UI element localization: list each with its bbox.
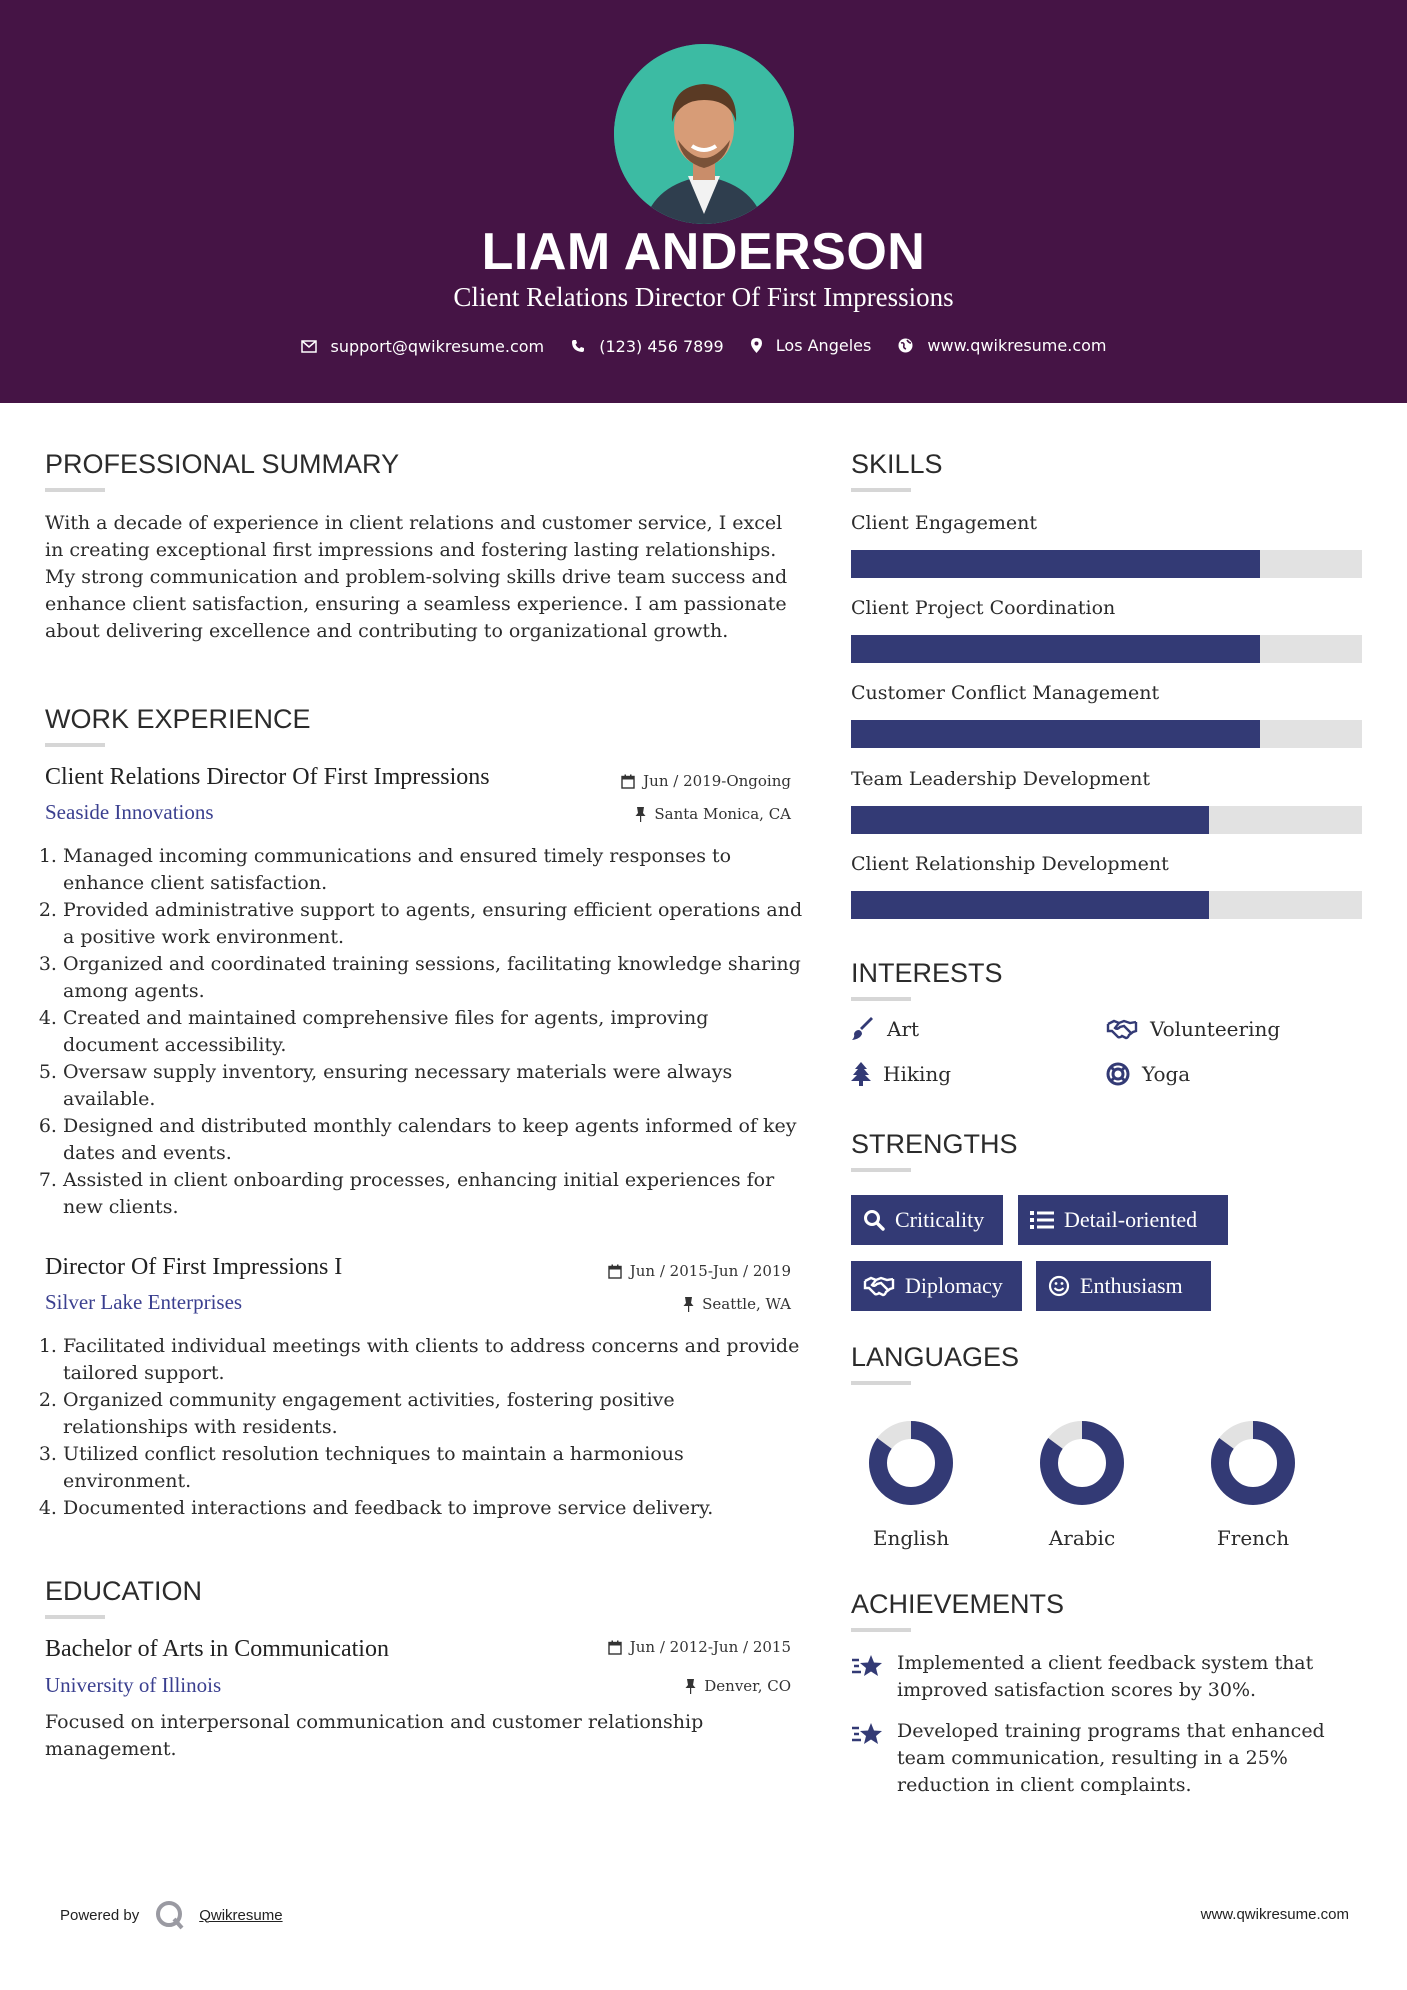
skill-bar xyxy=(851,720,1362,748)
profile-photo xyxy=(614,44,794,224)
qwikresume-logo-icon xyxy=(155,1900,185,1930)
contact-website[interactable] xyxy=(898,336,1106,355)
skill-label: Client Relationship Development xyxy=(851,853,1169,875)
tree-icon xyxy=(851,1062,871,1086)
contact-location xyxy=(751,336,872,355)
language-french xyxy=(1193,1418,1313,1550)
languages-heading: LANGUAGES xyxy=(851,1342,1020,1372)
education-dates-text: Jun / 2012-Jun / 2015 xyxy=(629,1638,791,1656)
summary-text: With a decade of experience in client relations and customer service, I excel in creating exceptional first impressions and fostering lasting relationships. My strong communication and problem-solving skills drive team success and enhance client satisfaction, ensuring a seamless experience. I am passionate about delivering excellence and contributing to organizational growth. xyxy=(45,512,788,642)
interest-yoga xyxy=(1106,1062,1190,1086)
powered-by-text: Powered by xyxy=(60,1906,140,1924)
achievement-item xyxy=(851,1718,1371,1799)
language-donut xyxy=(1208,1418,1298,1508)
interest-label: Volunteering xyxy=(1150,1017,1281,1041)
list-item: 1. Managed incoming communications and ensured timely responses to enhance client satisfaction. xyxy=(63,843,803,897)
list-item: 1. Facilitated individual meetings with clients to address concerns and provide tailored support. xyxy=(63,1333,803,1387)
footer-url[interactable]: www.qwikresume.com xyxy=(1200,1906,1349,1923)
contact-phone[interactable] xyxy=(571,337,723,356)
education-heading: EDUCATION xyxy=(45,1576,203,1606)
search-icon xyxy=(863,1209,885,1231)
brand-link[interactable]: Qwikresume xyxy=(199,1906,283,1924)
phone-icon xyxy=(571,339,585,353)
language-label: French xyxy=(1216,1526,1290,1550)
job-location xyxy=(683,1295,791,1313)
language-donut xyxy=(866,1418,956,1508)
strengths-divider xyxy=(851,1168,911,1172)
degree-title: Bachelor of Arts in Communication xyxy=(45,1636,389,1662)
achievement-item xyxy=(851,1650,1371,1704)
skill-bar xyxy=(851,806,1362,834)
achievements-divider xyxy=(851,1628,911,1632)
smile-icon xyxy=(1048,1275,1070,1297)
contact-email[interactable] xyxy=(301,337,545,356)
job-title: Director Of First Impressions I xyxy=(45,1254,343,1280)
language-label: Arabic xyxy=(1048,1526,1116,1550)
interest-label: Hiking xyxy=(883,1062,952,1086)
list-item: 4. Documented interactions and feedback to improve service delivery. xyxy=(63,1495,803,1522)
strength-badge xyxy=(851,1195,1003,1245)
job-company: Seaside Innovations xyxy=(45,800,214,824)
education-divider xyxy=(45,1615,105,1619)
skills-divider xyxy=(851,488,911,492)
achievement-text: Implemented a client feedback system that improved satisfaction scores by 30%. xyxy=(897,1652,1314,1701)
contact-location-text: Los Angeles xyxy=(775,336,872,355)
language-english xyxy=(851,1418,971,1550)
strength-badge xyxy=(851,1261,1022,1311)
language-arabic xyxy=(1022,1418,1142,1550)
job-title: Client Relations Director Of First Impressions xyxy=(45,764,490,790)
job-location xyxy=(635,805,791,823)
skill-label: Team Leadership Development xyxy=(851,768,1151,790)
calendar-icon xyxy=(608,1264,622,1279)
list-item: 5. Oversaw supply inventory, ensuring necessary materials were always available. xyxy=(63,1059,803,1113)
skill-bar-fill xyxy=(851,891,1209,919)
job-responsibilities xyxy=(45,843,803,1221)
education-location-text: Denver, CO xyxy=(704,1677,791,1695)
list-item: 4. Created and maintained comprehensive files for agents, improving document accessibility. xyxy=(63,1005,803,1059)
skill-label: Customer Conflict Management xyxy=(851,682,1160,704)
handshake-icon xyxy=(1106,1018,1138,1040)
achievements-heading: ACHIEVEMENTS xyxy=(851,1589,1065,1619)
job-dates-text: Jun / 2019-Ongoing xyxy=(643,772,791,790)
list-item: 2. Provided administrative support to agents, ensuring efficient operations and a positive work environment. xyxy=(63,897,803,951)
education-dates xyxy=(608,1638,791,1656)
languages-divider xyxy=(851,1381,911,1385)
interests-heading: INTERESTS xyxy=(851,958,1003,988)
interest-art xyxy=(851,1017,919,1041)
globe-icon xyxy=(898,338,913,353)
contact-email-text: support@qwikresume.com xyxy=(330,337,545,356)
language-donut xyxy=(1037,1418,1127,1508)
contact-website-text: www.qwikresume.com xyxy=(927,336,1107,355)
skill-label: Client Project Coordination xyxy=(851,597,1116,619)
contact-phone-text: (123) 456 7899 xyxy=(599,336,724,356)
candidate-title: Client Relations Director Of First Impressions xyxy=(453,282,954,312)
pushpin-icon xyxy=(635,807,646,822)
list-item: 7. Assisted in client onboarding processes, enhancing initial experiences for new clients. xyxy=(63,1167,803,1221)
experience-divider xyxy=(45,743,105,747)
calendar-icon xyxy=(608,1640,622,1655)
footer-branding xyxy=(60,1900,283,1930)
strength-label: Detail-oriented xyxy=(1064,1207,1198,1232)
education-description: Focused on interpersonal communication and customer relationship management. xyxy=(45,1711,704,1760)
skills-heading: SKILLS xyxy=(851,449,943,479)
job-responsibilities xyxy=(45,1333,803,1522)
interests-divider xyxy=(851,997,911,1001)
job-location-text: Santa Monica, CA xyxy=(654,805,791,823)
star-icon xyxy=(851,1722,885,1746)
interest-volunteering xyxy=(1106,1017,1280,1041)
strength-badge xyxy=(1036,1261,1211,1311)
education-location xyxy=(685,1677,791,1695)
handshake-icon xyxy=(863,1275,895,1297)
skill-bar-fill xyxy=(851,635,1260,663)
job-dates xyxy=(621,772,791,790)
lifering-icon xyxy=(1106,1062,1130,1086)
skill-bar xyxy=(851,635,1362,663)
summary-heading: PROFESSIONAL SUMMARY xyxy=(45,449,400,479)
pushpin-icon xyxy=(683,1297,694,1312)
location-pin-icon xyxy=(751,338,762,353)
skill-bar xyxy=(851,891,1362,919)
paintbrush-icon xyxy=(851,1017,875,1041)
interest-hiking xyxy=(851,1062,951,1086)
achievement-text: Developed training programs that enhanced team communication, resulting in a 25% reduction in client complaints. xyxy=(897,1720,1325,1796)
strengths-heading: STRENGTHS xyxy=(851,1129,1018,1159)
list-item: 3. Utilized conflict resolution techniques to maintain a harmonious environment. xyxy=(63,1441,803,1495)
resume-header xyxy=(0,0,1407,403)
list-item: 2. Organized community engagement activities, fostering positive relationships with residents. xyxy=(63,1387,803,1441)
skill-label: Client Engagement xyxy=(851,512,1037,534)
star-icon xyxy=(851,1654,885,1678)
language-label: English xyxy=(872,1526,950,1550)
candidate-name: LIAM ANDERSON xyxy=(481,223,926,281)
list-item: 3. Organized and coordinated training sessions, facilitating knowledge sharing among agents. xyxy=(63,951,803,1005)
summary-divider xyxy=(45,488,105,492)
skill-bar-fill xyxy=(851,550,1260,578)
strength-label: Diplomacy xyxy=(905,1273,1003,1298)
skill-bar-fill xyxy=(851,720,1260,748)
skill-bar-fill xyxy=(851,806,1209,834)
job-dates-text: Jun / 2015-Jun / 2019 xyxy=(629,1262,791,1280)
job-company: Silver Lake Enterprises xyxy=(45,1290,243,1314)
experience-heading: WORK EXPERIENCE xyxy=(45,704,311,734)
interest-label: Yoga xyxy=(1142,1062,1191,1086)
job-location-text: Seattle, WA xyxy=(702,1295,791,1313)
contact-bar xyxy=(0,336,1407,357)
school-name: University of Illinois xyxy=(45,1673,222,1697)
strength-label: Enthusiasm xyxy=(1080,1273,1183,1298)
job-dates xyxy=(608,1262,791,1280)
envelope-icon xyxy=(301,340,317,353)
strength-badge xyxy=(1018,1195,1228,1245)
list-item: 6. Designed and distributed monthly calendars to keep agents informed of key dates and events. xyxy=(63,1113,803,1167)
pushpin-icon xyxy=(685,1679,696,1694)
interest-label: Art xyxy=(887,1017,920,1041)
skill-bar xyxy=(851,550,1362,578)
list-icon xyxy=(1030,1210,1054,1230)
calendar-icon xyxy=(621,774,635,789)
strength-label: Criticality xyxy=(895,1207,985,1232)
